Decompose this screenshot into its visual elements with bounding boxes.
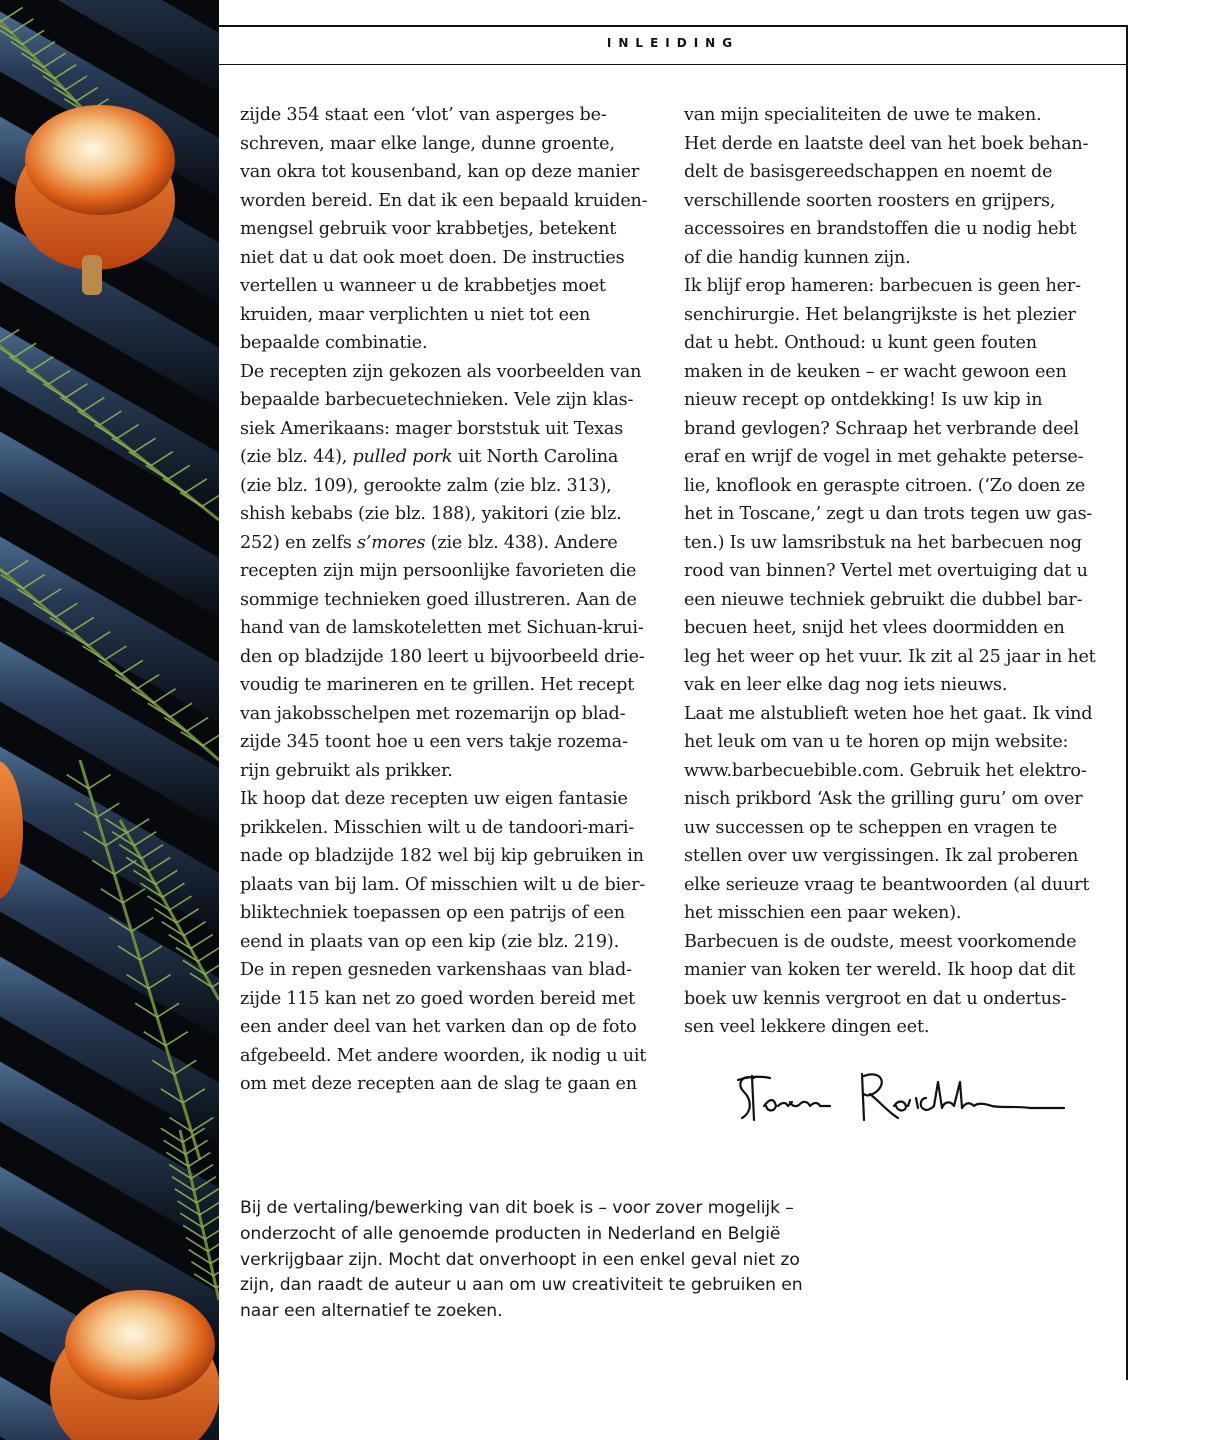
note-line: zijn, dan raadt de auteur u aan om uw creativiteit te gebruiken en	[240, 1275, 803, 1296]
text-segment: 252) en zelfs	[240, 532, 358, 553]
text-line: verschillende soorten roosters en grijpers,	[684, 190, 1056, 211]
text-line: het misschien een paar weken).	[684, 903, 962, 923]
text-line: accessoires en brandstoffen die u nodig hebt	[684, 219, 1077, 239]
text-segment: eend in plaats van op een kip (zie blz. 219).	[240, 931, 619, 952]
text-segment: bliktechniek toepassen op een patrijs of een	[240, 903, 625, 923]
text-line	[240, 472, 670, 501]
text-line: www.barbecuebible.com. Gebruik het elektro-	[684, 760, 1087, 781]
text-line: of die handig kunnen zijn.	[684, 247, 911, 268]
text-line	[240, 671, 670, 700]
text-line	[240, 785, 670, 814]
author-signature	[730, 1062, 1070, 1132]
text-line	[240, 1013, 670, 1042]
text-segment: siek Amerikaans: mager borststuk uit Texas	[240, 418, 624, 439]
text-line: manier van koken ter wereld. Ik hoop dat dit	[684, 960, 1076, 980]
text-segment: shish kebabs (zie blz. 188), yakitori (zie blz.	[240, 504, 622, 524]
text-segment: (zie blz. 44),	[240, 447, 353, 467]
text-segment: voudig te marineren en te grillen. Het recept	[240, 675, 635, 695]
text-line	[240, 614, 670, 643]
text-segment: van okra tot kousenband, kan op deze manier	[240, 162, 640, 182]
text-segment: afgebeeld. Met andere woorden, ik nodig u uit	[240, 1045, 647, 1066]
text-segment: nade op bladzijde 182 wel bij kip gebruiken in	[240, 846, 644, 866]
text-line: sen veel lekkere dingen eet.	[684, 1017, 930, 1037]
text-segment: De recepten zijn gekozen als voorbeelden van	[240, 361, 642, 382]
text-segment: van jakobsschelpen met rozemarijn op blad-	[240, 703, 626, 724]
text-line: eraf en wrijf de vogel in met gehakte peterse-	[684, 447, 1084, 467]
text-line	[240, 500, 670, 529]
text-line	[240, 899, 670, 928]
text-segment: recepten zijn mijn persoonlijke favorieten die	[240, 561, 637, 581]
text-line: uw successen op te scheppen en vragen te	[684, 817, 1058, 838]
text-segment: De in repen gesneden varkenshaas van blad-	[240, 960, 632, 980]
text-segment: zijde 354 staat een ‘vlot’ van asperges be-	[240, 105, 607, 125]
text-line	[240, 130, 670, 159]
text-line	[240, 244, 670, 273]
text-line: Het derde en laatste deel van het boek behan-	[684, 133, 1089, 154]
text-line	[240, 985, 670, 1014]
text-line	[240, 329, 670, 358]
text-segment: schreven, maar elke lange, dunne groente,	[240, 133, 615, 154]
text-line: nisch prikbord ‘Ask the grilling guru’ om over	[684, 789, 1083, 809]
text-line: van mijn specialiteiten de uwe te maken.	[684, 105, 1042, 125]
text-line: het in Toscane,’ zegt u dan trots tegen uw gas-	[684, 504, 1093, 524]
text-line: maken in de keuken – er wacht gewoon een	[684, 361, 1067, 382]
note-line: Bij de vertaling/bewerking van dit boek is – voor zover mogelijk –	[240, 1198, 794, 1218]
text-line	[240, 728, 670, 757]
text-line	[240, 586, 670, 615]
text-line	[240, 187, 670, 216]
text-segment: Ik hoop dat deze recepten uw eigen fantasie	[240, 789, 628, 809]
text-line	[240, 415, 670, 444]
signature-graphic	[730, 1062, 1070, 1132]
text-segment: (zie blz. 438). Andere	[425, 532, 618, 553]
text-segment: uit North Carolina	[452, 447, 619, 467]
text-line: nieuw recept op ontdekking! Is uw kip in	[684, 390, 1043, 410]
grill-photo-illustration	[0, 0, 219, 1440]
text-line	[240, 700, 670, 729]
text-segment: niet dat u dat ook moet doen. De instructies	[240, 247, 625, 268]
text-segment: rijn gebruikt als prikker.	[240, 760, 453, 781]
text-line	[240, 1042, 670, 1071]
note-line: onderzocht of alle genoemde producten in Nederland en België	[240, 1223, 781, 1244]
text-line: lie, knoflook en geraspte citroen. (‘Zo doen ze	[684, 475, 1086, 496]
text-segment: mengsel gebruik voor krabbetjes, betekent	[240, 219, 617, 239]
text-line: boek uw kennis vergroot en dat u ondertus-	[684, 988, 1067, 1009]
text-segment: (zie blz. 109), gerookte zalm (zie blz. 313),	[240, 475, 612, 496]
text-line	[240, 101, 670, 130]
text-line: Barbecuen is de oudste, meest voorkomende	[684, 931, 1077, 952]
text-segment: worden bereid. En dat ik een bepaald kruiden-	[240, 190, 648, 211]
right-text-column	[684, 101, 1116, 1042]
text-segment: prikkelen. Misschien wilt u de tandoori-mari-	[240, 817, 635, 838]
text-line: Laat me alstublieft weten hoe het gaat. Ik vind	[684, 703, 1093, 724]
text-line: stellen over uw vergissingen. Ik zal proberen	[684, 846, 1079, 866]
text-line: delt de basisgereedschappen en noemt de	[684, 162, 1053, 182]
text-line	[240, 557, 670, 586]
text-line: ten.) Is uw lamsribstuk na het barbecuen nog	[684, 532, 1082, 553]
text-segment: zijde 115 kan net zo goed worden bereid met	[240, 988, 636, 1009]
header-underline	[219, 64, 1127, 65]
text-line: dat u hebt. Onthoud: u kunt geen fouten	[684, 333, 1037, 353]
text-line: het leuk om van u te horen op mijn website:	[684, 732, 1069, 752]
note-line: naar een alternatief te zoeken.	[240, 1301, 503, 1322]
text-line: elke serieuze vraag te beantwoorden (al duurt	[684, 874, 1090, 895]
text-line	[240, 443, 670, 472]
text-line	[240, 158, 670, 187]
text-segment: een ander deel van het varken dan op de foto	[240, 1017, 637, 1037]
text-line	[240, 643, 670, 672]
text-segment: plaats van bij lam. Of misschien wilt u de bier-	[240, 874, 646, 895]
text-line	[240, 301, 670, 330]
text-line	[240, 871, 670, 900]
text-segment: hand van de lamskoteletten met Sichuan-krui-	[240, 618, 644, 638]
text-line	[240, 1070, 670, 1099]
italic-term: s’mores	[357, 532, 426, 553]
text-line: een nieuwe techniek gebruikt die dubbel bar-	[684, 589, 1083, 610]
grilled-scallops-photo	[0, 0, 219, 1440]
text-line: vak en leer elke dag nog iets nieuws.	[684, 675, 1008, 695]
left-text-column	[240, 101, 670, 1099]
text-line	[240, 358, 670, 387]
text-segment: bepaalde barbecuetechnieken. Vele zijn klas-	[240, 390, 634, 410]
text-line	[240, 272, 670, 301]
text-line: becuen heet, snijd het vlees doormidden en	[684, 618, 1065, 638]
translation-note	[240, 1196, 880, 1325]
section-title: INLEIDING	[606, 36, 740, 50]
frame-right-rule	[1126, 25, 1128, 1380]
text-segment: sommige technieken goed illustreren. Aan de	[240, 589, 637, 610]
text-line	[240, 814, 670, 843]
italic-term: pulled pork	[352, 447, 453, 467]
text-segment: vertellen u wanneer u de krabbetjes moet	[240, 276, 606, 296]
text-line	[240, 956, 670, 985]
text-line: brand gevlogen? Schraap het verbrande deel	[684, 418, 1079, 439]
text-line	[240, 928, 670, 957]
text-line	[240, 757, 670, 786]
text-line: rood van binnen? Vertel met overtuiging dat u	[684, 561, 1088, 581]
note-line: verkrijgbaar zijn. Mocht dat onverhoopt in een enkel geval niet zo	[240, 1249, 800, 1270]
text-line	[240, 842, 670, 871]
text-segment: den op bladzijde 180 leert u bijvoorbeeld drie-	[240, 646, 645, 667]
text-segment: om met deze recepten aan de slag te gaan en	[240, 1074, 637, 1094]
text-segment: kruiden, maar verplichten u niet tot een	[240, 304, 591, 325]
text-line	[240, 215, 670, 244]
text-line: Ik blijf erop hameren: barbecuen is geen her-	[684, 276, 1081, 296]
text-line	[240, 529, 670, 558]
text-line: leg het weer op het vuur. Ik zit al 25 jaar in het	[684, 646, 1096, 667]
text-line	[240, 386, 670, 415]
frame-top-rule	[219, 25, 1128, 27]
text-segment: bepaalde combinatie.	[240, 333, 428, 353]
text-segment: zijde 345 toont hoe u een vers takje rozema-	[240, 732, 628, 752]
text-line: senchirurgie. Het belangrijkste is het plezier	[684, 304, 1076, 325]
